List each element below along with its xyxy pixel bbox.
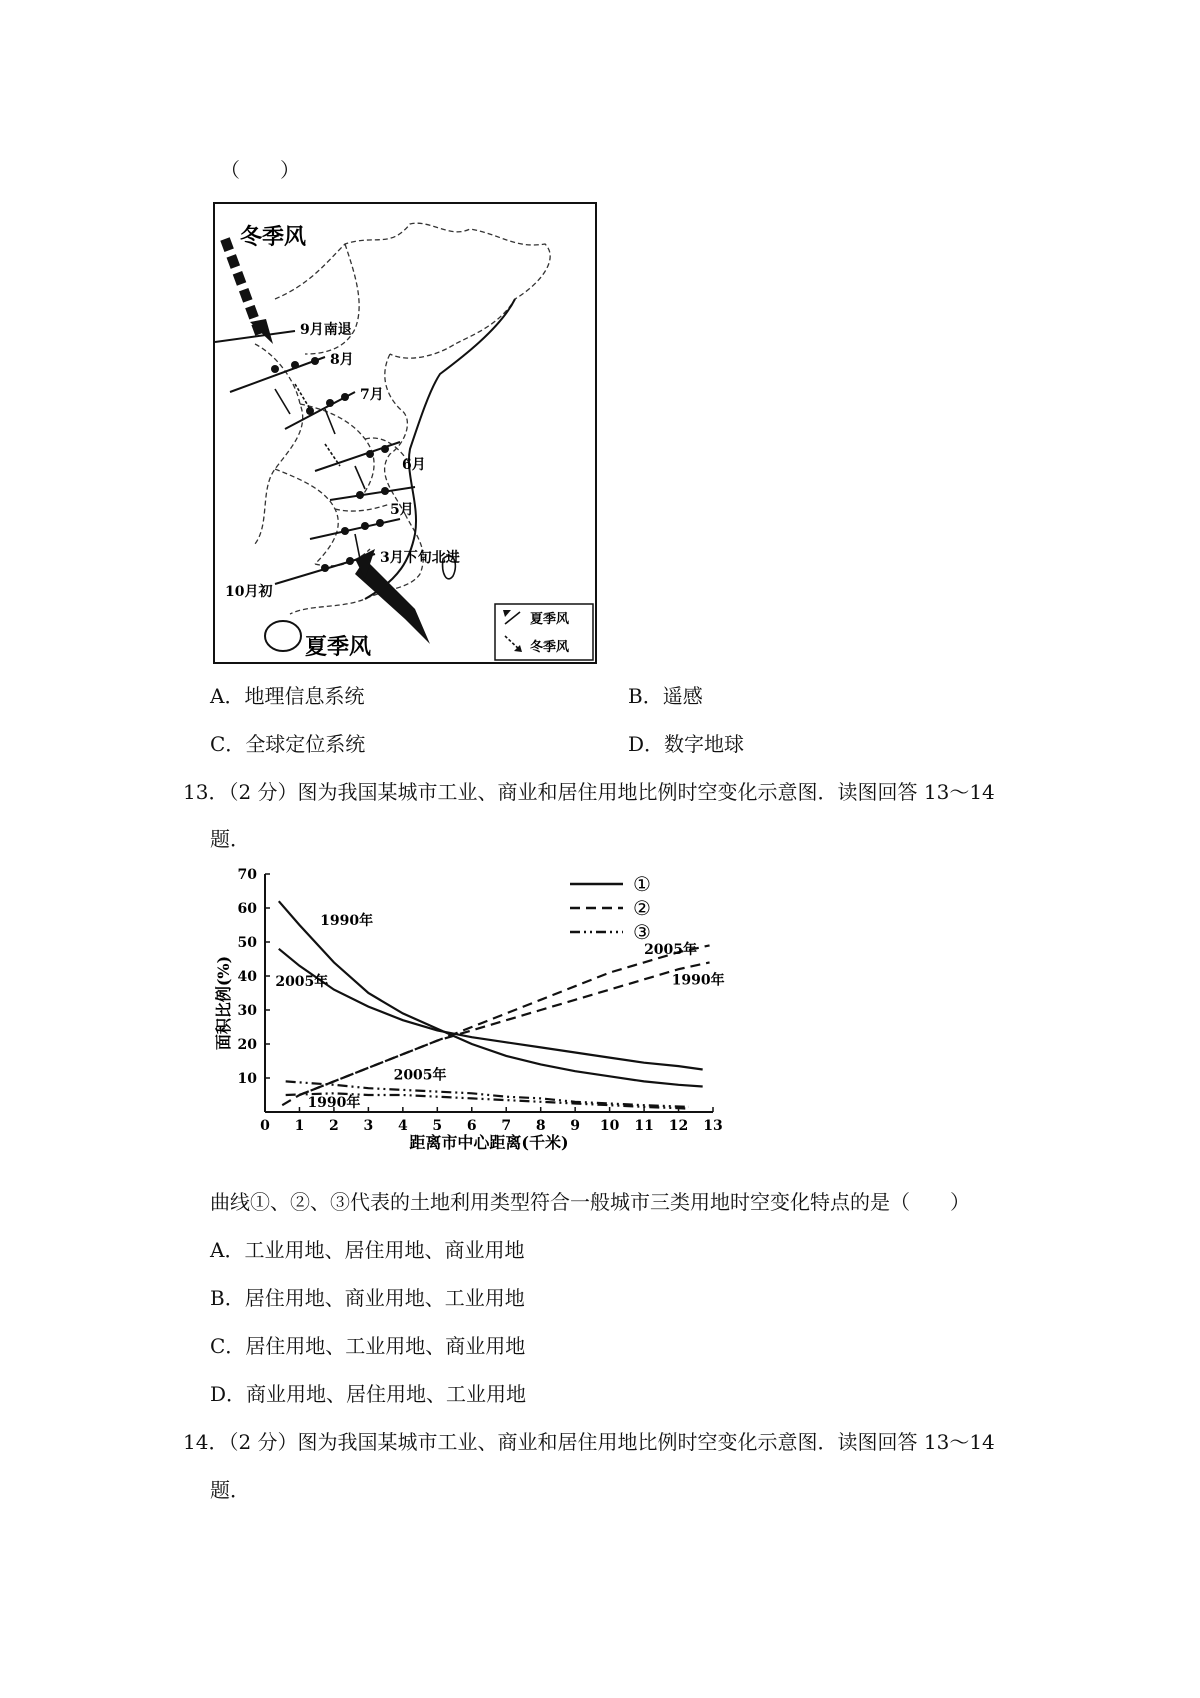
x-tick-label: 6 bbox=[466, 1118, 477, 1134]
option-text: 遥感 bbox=[662, 684, 703, 708]
x-tick-label: 3 bbox=[363, 1118, 374, 1134]
chart-legend bbox=[570, 872, 651, 944]
x-tick-label: 2 bbox=[329, 1118, 339, 1134]
option-key: B． bbox=[628, 684, 663, 708]
x-axis-label: 距离市中心距离(千米) bbox=[409, 1133, 569, 1152]
q13-stem-line2: 题． bbox=[210, 827, 250, 851]
front-lines bbox=[215, 331, 415, 584]
year-annotation: 1990年 bbox=[671, 972, 725, 989]
q13-option-b[interactable] bbox=[210, 1282, 525, 1311]
option-key: A． bbox=[210, 1238, 245, 1262]
q13-stem-line1: 13．（2 分）图为我国某城市工业、商业和居住用地比例时空变化示意图．读图回答 13～14 bbox=[183, 780, 995, 804]
legend-label-1: ② bbox=[633, 896, 651, 920]
q13-option-c[interactable] bbox=[210, 1330, 525, 1359]
option-text: 工业用地、居住用地、商业用地 bbox=[244, 1238, 525, 1262]
line-label-6: 10月初 bbox=[225, 584, 273, 600]
legend-winter-label: 冬季风 bbox=[530, 640, 570, 655]
q13-option-a[interactable] bbox=[210, 1234, 524, 1263]
option-text: 居住用地、商业用地、工业用地 bbox=[244, 1286, 525, 1310]
option-key: C． bbox=[210, 732, 246, 756]
option-key: B． bbox=[210, 1286, 245, 1310]
option-text: 全球定位系统 bbox=[245, 732, 366, 756]
x-tick-label: 8 bbox=[535, 1118, 546, 1134]
y-tick-label: 40 bbox=[237, 969, 257, 985]
map-legend bbox=[495, 604, 593, 660]
monsoon-map-svg bbox=[215, 204, 595, 662]
q14-stem-line2: 题． bbox=[210, 1478, 250, 1502]
y-tick-label: 50 bbox=[237, 935, 257, 951]
line-label-3: 6月 bbox=[402, 457, 426, 473]
line-label-5: 3月下旬北进 bbox=[380, 550, 460, 566]
year-annotation: 1990年 bbox=[320, 913, 374, 929]
q12-option-d[interactable] bbox=[628, 728, 744, 757]
option-text: 居住用地、工业用地、商业用地 bbox=[245, 1334, 526, 1358]
q13-option-d[interactable] bbox=[210, 1378, 526, 1407]
q12-option-b[interactable] bbox=[628, 680, 703, 709]
series-line-3 bbox=[282, 962, 709, 1105]
hainan-island bbox=[265, 621, 301, 651]
line-label-2: 7月 bbox=[360, 387, 384, 403]
option-text: 数字地球 bbox=[664, 732, 745, 756]
y-tick-label: 20 bbox=[237, 1037, 257, 1053]
legend-summer-label: 夏季风 bbox=[530, 612, 570, 627]
year-annotation: 2005年 bbox=[275, 974, 329, 991]
x-tick-label: 10 bbox=[599, 1118, 620, 1134]
option-text: 地理信息系统 bbox=[244, 684, 365, 708]
option-key: D． bbox=[210, 1382, 247, 1406]
legend-label-2: ③ bbox=[633, 920, 651, 944]
option-key: D． bbox=[628, 732, 665, 756]
x-tick-label: 13 bbox=[703, 1118, 723, 1134]
monsoon-map bbox=[213, 202, 597, 664]
q13-question: 曲线①、②、③代表的土地利用类型符合一般城市三类用地时空变化特点的是（ ） bbox=[210, 1190, 970, 1214]
year-annotation: 1990年 bbox=[307, 1094, 361, 1111]
q14-stem-line1: 14．（2 分）图为我国某城市工业、商业和居住用地比例时空变化示意图．读图回答 13～14 bbox=[183, 1430, 995, 1454]
x-tick-label: 0 bbox=[260, 1118, 270, 1134]
y-tick-label: 10 bbox=[237, 1071, 257, 1087]
winter-monsoon-arrow bbox=[225, 239, 273, 344]
x-tick-label: 4 bbox=[397, 1118, 408, 1134]
option-text: 商业用地、居住用地、工业用地 bbox=[246, 1382, 527, 1406]
winter-wind-label: 冬季风 bbox=[240, 224, 307, 250]
option-key: C． bbox=[210, 1334, 246, 1358]
x-tick-label: 5 bbox=[432, 1118, 443, 1134]
year-annotation: 2005年 bbox=[393, 1067, 447, 1084]
q12-option-c[interactable] bbox=[210, 728, 365, 757]
line-label-4: 5月 bbox=[390, 502, 414, 518]
land-use-chart-svg bbox=[215, 862, 755, 1152]
summer-wind-label: 夏季风 bbox=[305, 634, 372, 660]
x-tick-label: 11 bbox=[634, 1118, 654, 1134]
line-label-0: 9月南退 bbox=[300, 322, 352, 338]
q12-option-a[interactable] bbox=[210, 680, 364, 709]
year-annotation: 2005年 bbox=[644, 941, 698, 958]
legend-label-0: ① bbox=[633, 872, 651, 896]
y-tick-label: 70 bbox=[237, 867, 257, 883]
x-tick-label: 1 bbox=[294, 1118, 305, 1134]
series-line-2 bbox=[299, 945, 709, 1095]
y-tick-label: 60 bbox=[237, 901, 257, 917]
x-tick-label: 7 bbox=[501, 1118, 512, 1134]
land-use-chart bbox=[215, 862, 755, 1152]
y-axis-label: 面积比例(%) bbox=[215, 955, 233, 1051]
x-tick-label: 12 bbox=[668, 1118, 689, 1134]
option-key: A． bbox=[210, 684, 245, 708]
chart-labels bbox=[275, 912, 724, 1111]
x-tick-label: 9 bbox=[570, 1118, 581, 1134]
line-label-1: 8月 bbox=[330, 352, 354, 368]
y-tick-label: 30 bbox=[237, 1003, 257, 1019]
answer-paren: （ ） bbox=[220, 158, 300, 182]
